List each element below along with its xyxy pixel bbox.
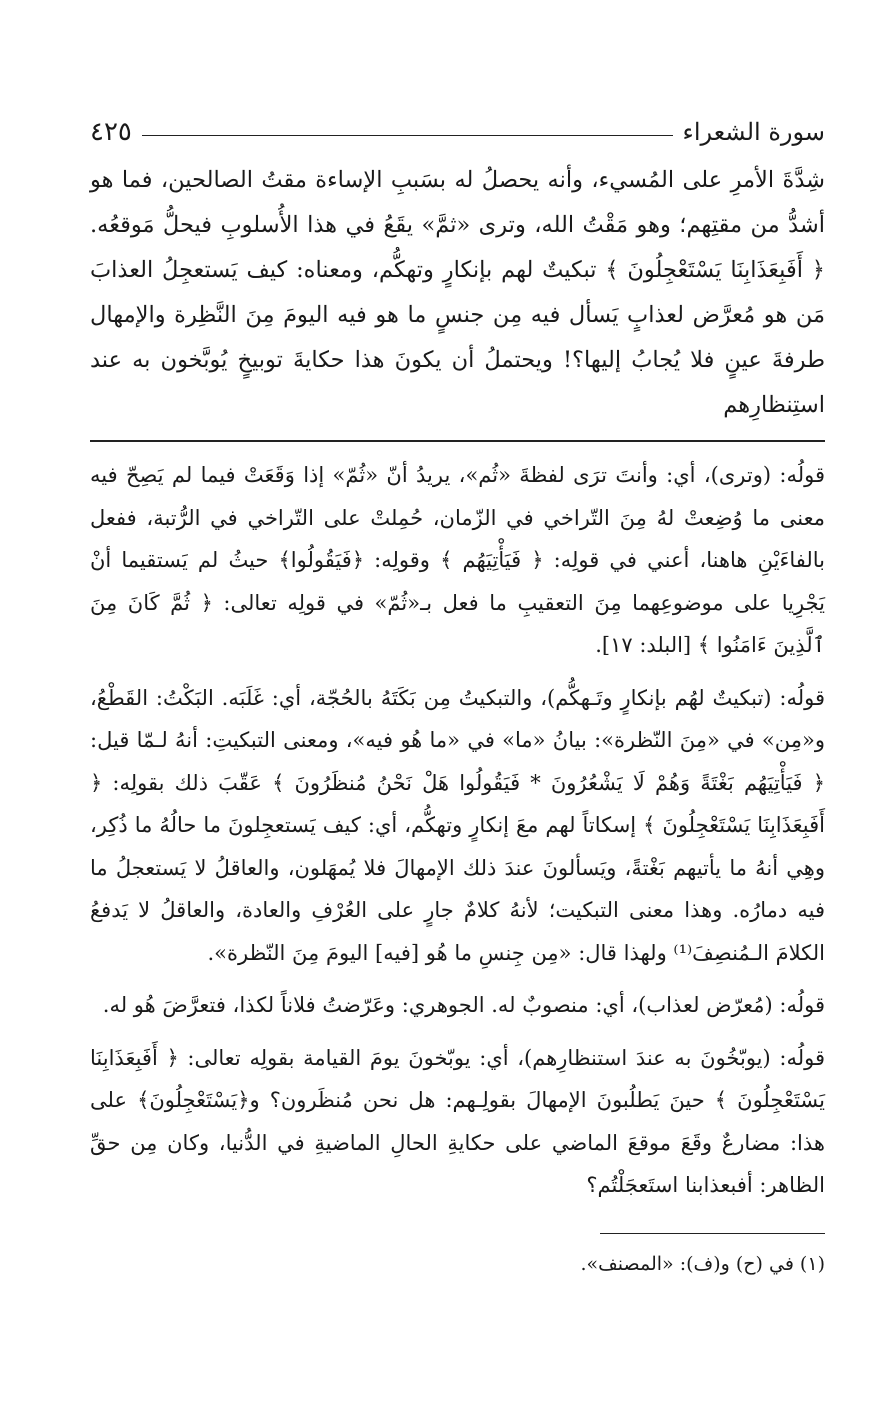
footnote: (١) في (ح) و(ف): «المصنف». <box>580 1252 825 1275</box>
commentary-paragraph: قولُه: (تبكيتٌ لهُم بإنكارٍ وتَـهكُّم)، والتبكيتُ مِن بَكَتَهُ بالحُجّة، أي: غَلَبَه. البَكْتُ: القَطْعُ، و«مِن» في «مِنَ النّظرة»: بيانُ «ما» في «ما هُو فيه»، ومعنى التبكيتِ: أنهُ لـمّا قيل: ﴿ فَيَأْتِيَهُم بَغْتَةً وَهُمْ لَا يَشْعُرُونَ * فَيَقُولُوا هَلْ نَحْنُ مُنظَرُونَ ﴾ عَقّبَ ذلك بقولِه: ﴿ أَفَبِعَذَابِنَا يَسْتَعْجِلُونَ ﴾ إسكاتاً لهم معَ إنكارٍ وتهكُّم، أي: كيف يَستعجِلونَ ما حالُهُ ما ذُكِر، وهِي أنهُ ما يأتيهم بَغْتةً، ويَسألونَ عندَ ذلك الإمهالَ فلا يُمهَلون، والعاقلُ لا يَستعجلُ ما فيه دمارُه. وهذا معنى التبكيت؛ لأنهُ كلامٌ جارٍ على العُرْفِ والعادة، والعاقلُ لا يَدفعُ الكلامَ الـمُنصِفَ⁽¹⁾ ولهذا قال: «مِن جِنسِ ما هُو [فيه] اليومَ مِنَ النّظرة». <box>90 685 825 965</box>
commentary-block <box>90 454 825 1207</box>
main-text-block <box>90 158 825 428</box>
surah-title: سورة الشعراء <box>682 118 825 146</box>
section-divider <box>90 440 825 442</box>
page-header <box>90 112 825 152</box>
commentary-paragraph: قولُه: (مُعرّض لعذاب)، أي: منصوبٌ له. الجوهري: وعَرّضتُ فلاناً لكذا، فتعرَّضَ هُو له. <box>102 993 825 1017</box>
page-number: ٤٢٥ <box>90 117 132 147</box>
main-paragraph: شِدَّةَ الأمرِ على المُسيء، وأنه يحصلُ له بسَببِ الإساءة مقتُ الصالحين، فما هو أشدُّ من مقتِهم؛ وهو مَقْتُ الله، وترى «ثمَّ» يقَعُ في هذا الأُسلوبِ فيحلُّ مَوقعُه. ﴿ أَفَبِعَذَابِنَا يَسْتَعْجِلُونَ ﴾ تبكيتٌ لهم بإنكارٍ وتهكُّم، ومعناه: كيف يَستعجِلُ العذابَ مَن هو مُعرَّض لعذابٍ يَسأل فيه مِن جنسٍ ما هو فيه اليومَ مِنَ النَّظِرة والإمهال طرفةَ عينٍ فلا يُجابُ إليها؟! ويحتملُ أن يكونَ هذا حكايةَ توبيخٍ يُوبَّخون به عند استِنظارِهم <box>90 167 825 418</box>
footnote-rule <box>600 1233 825 1234</box>
commentary-paragraph: قولُه: (يوبّخُونَ به عندَ استنظارِهم)، أي: يوبّخونَ يومَ القيامة بقولِه تعالى: ﴿ أَفَبِعَذَابِنَا يَسْتَعْجِلُونَ ﴾ حينَ يَطلُبونَ الإمهالَ بقولِـهم: هل نحن مُنظَرون؟ و﴿يَسْتَعْجِلُونَ﴾ على هذا: مضارعٌ وقَعَ موقعَ الماضي على حكايةِ الحالِ الماضيةِ في الدُّنيا، وكان مِن حقِّ الظاهر: أفبعذابنا استَعجَلْتُم؟ <box>90 1045 825 1197</box>
header-rule <box>142 135 673 136</box>
page <box>90 112 825 1282</box>
commentary-paragraph: قولُه: (وترى)، أي: وأنتَ ترَى لفظةَ «ثُم»، يريدُ أنّ «ثُمّ» إذا وَقَعَتْ فيما لم يَصِحّ فيه معنى ما وُضِعتْ لهُ مِنَ التّراخي في الزّمان، حُمِلتْ على التّراخي في الرُّتبة، ففعل بالفاءَيْنِ هاهنا، أعني في قولِه: ﴿ فَيَأْتِيَهُم ﴾ وقولِه: ﴿فَيَقُولُوا﴾ حيثُ لم يَستقيما أنْ يَجْرِيا على موضوعِهما مِنَ التعقيبِ ما فعل بـ«ثُمّ» في قولِه تعالى: ﴿ ثُمَّ كَانَ مِنَ ٱلَّذِينَ ءَامَنُوا ﴾ [البلد: ١٧]. <box>90 463 825 657</box>
